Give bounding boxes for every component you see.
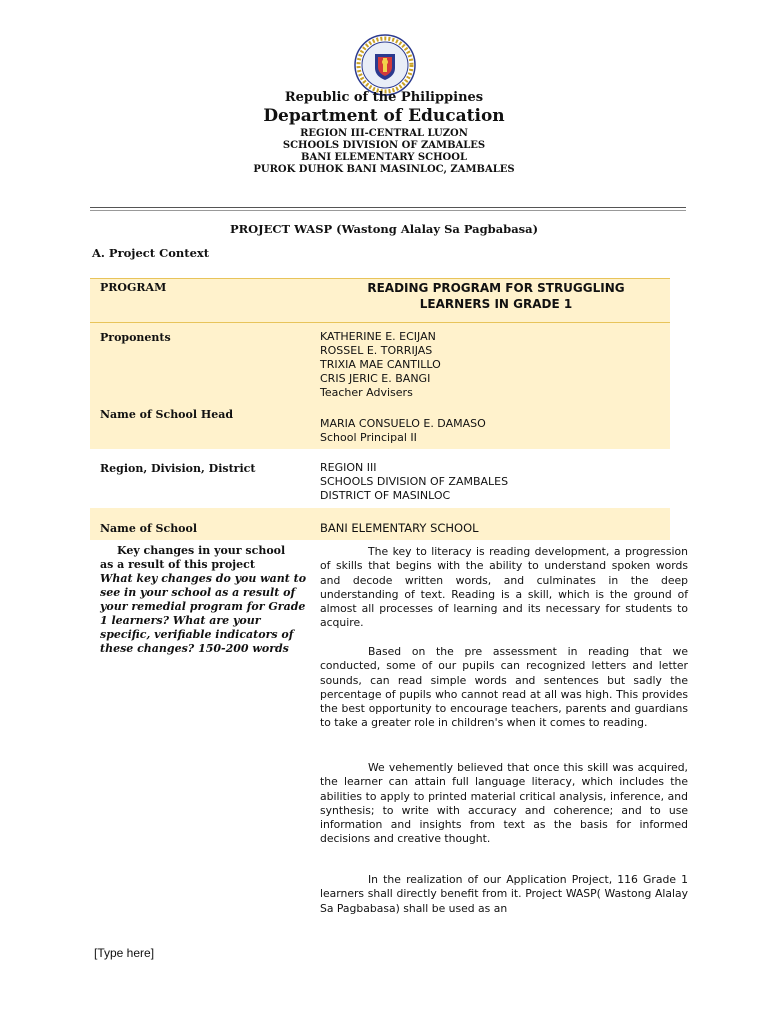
program-value-line: READING PROGRAM FOR STRUGGLING — [367, 281, 625, 295]
proponent-role: Teacher Advisers — [320, 386, 413, 399]
region-line: REGION III-CENTRAL LUZON — [300, 128, 468, 139]
school-line: BANI ELEMENTARY SCHOOL — [301, 152, 467, 163]
proponent-name: KATHERINE E. ECIJAN — [320, 330, 436, 343]
deped-seal-icon — [354, 34, 416, 96]
header-divider — [90, 207, 686, 208]
body-paragraph: The key to literacy is reading development, a progression of skills that begins with the ability to understand spoken words and decode written words, and culminates in the deep understanding of text. Reading is a skill, which is the ground of almost all processes of learning and its necessary for students to acquire. — [320, 545, 688, 630]
body-paragraph: In the realization of our Application Project, 116 Grade 1 learners shall directly benefit from it. Project WASP( Wastong Alalay Sa Pagbabasa) shall be used as an — [320, 873, 688, 915]
proponent-name: TRIXIA MAE CANTILLO — [320, 358, 441, 371]
proponent-name: ROSSEL E. TORRIJAS — [320, 344, 433, 357]
republic-heading: Republic of the Philippines — [284, 90, 484, 105]
division-value: SCHOOLS DIVISION OF ZAMBALES — [320, 475, 509, 488]
key-changes-question: What key changes do you want to see in your school as a result of your remedial program for Grade 1 learners? What are your specific, verifiable indicators of these changes? 150-200 words — [100, 572, 307, 655]
school-name-value: BANI ELEMENTARY SCHOOL — [320, 521, 479, 535]
school-head-title: School Principal II — [320, 431, 417, 444]
program-value — [322, 280, 670, 312]
school-head-label: Name of School Head — [100, 408, 234, 421]
proponents-list — [320, 330, 441, 400]
section-heading: A. Project Context — [92, 246, 210, 260]
region-values — [320, 461, 508, 503]
address-line: PUROK DUHOK BANI MASINLOC, ZAMBALES — [253, 164, 515, 175]
header-divider-thin — [90, 210, 686, 211]
program-value-line: LEARNERS IN GRADE 1 — [419, 297, 573, 311]
key-changes-label-line: as a result of this project — [100, 558, 255, 571]
district-value: DISTRICT OF MASINLOC — [320, 489, 451, 502]
department-heading: Department of Education — [263, 106, 505, 126]
school-name-label: Name of School — [100, 522, 198, 535]
proponent-name: CRIS JERIC E. BANGI — [320, 372, 431, 385]
footer-placeholder: [Type here] — [94, 946, 155, 960]
program-label: PROGRAM — [100, 281, 167, 294]
region-label: Region, Division, District — [100, 462, 256, 475]
body-paragraph: Based on the pre assessment in reading that we conducted, some of our pupils can recognized letters and letter sounds, can read simple words and sentences but sadly the percentage of pupils who cannot read at all was high. This provides the best opportunity to encourage teachers, parents and guardians to take a greater role in children's when it comes to reading. — [320, 645, 688, 730]
division-line: SCHOOLS DIVISION OF ZAMBALES — [282, 140, 486, 151]
key-changes-label — [100, 544, 310, 572]
body-paragraph: We vehemently believed that once this skill was acquired, the learner can attain full language literacy, which includes the abilities to apply to printed material critical analysis, inference, and synthesis; to write with accuracy and coherence; and to use information and insights from text as the basis for informed decisions and creative thought. — [320, 761, 688, 846]
project-title: PROJECT WASP (Wastong Alalay Sa Pagbabasa) — [229, 222, 539, 236]
region-value: REGION III — [320, 461, 377, 474]
proponents-label: Proponents — [100, 331, 171, 344]
school-head-name: MARIA CONSUELO E. DAMASO — [320, 417, 486, 430]
key-changes-label-line: Key changes in your school — [117, 544, 286, 557]
